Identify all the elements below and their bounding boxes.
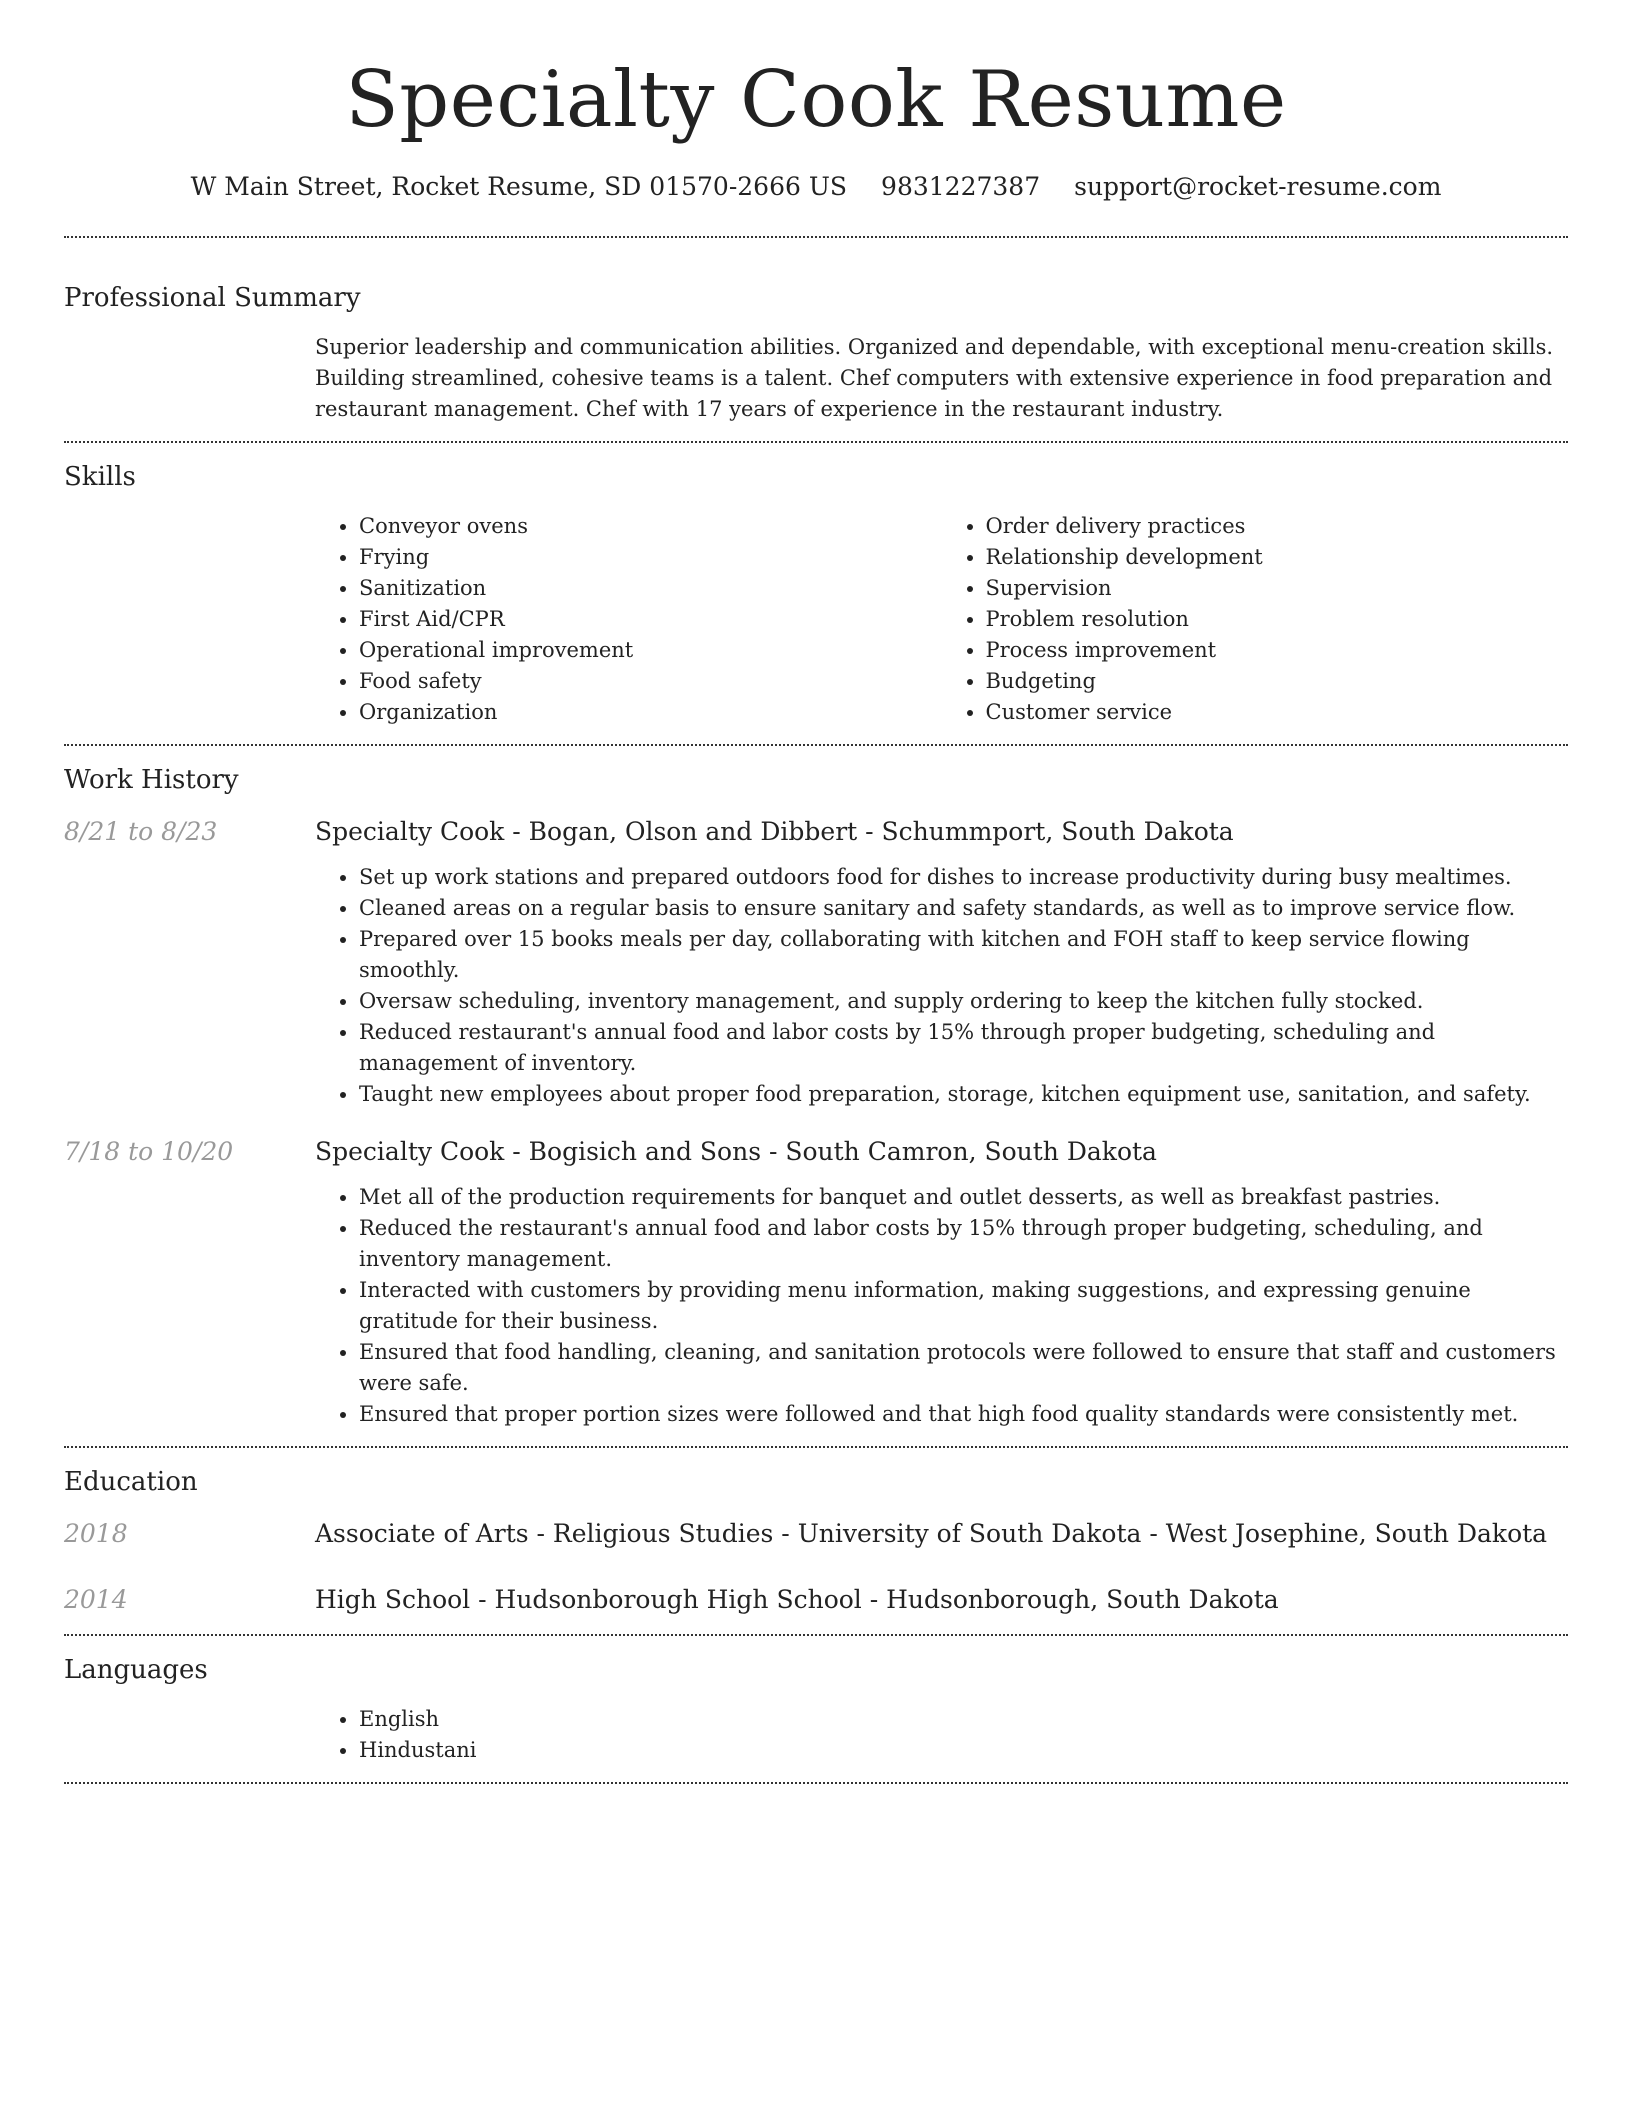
skill-item: • Customer service [986, 697, 1569, 728]
skill-item: • First Aid/CPR [359, 604, 942, 635]
skill-item: • Organization [359, 697, 942, 728]
education-year: 2018 [64, 1519, 128, 1548]
section-title-summary: Professional Summary [64, 283, 361, 313]
skill-item: • Food safety [359, 666, 942, 697]
education-year: 2014 [64, 1585, 128, 1614]
education-entry [64, 1516, 1568, 1552]
contact-email: support@rocket-resume.com [1074, 172, 1442, 201]
summary-section [64, 238, 1568, 441]
skills-section [64, 443, 1568, 744]
job-entry [64, 1134, 1568, 1430]
skill-item: • Supervision [986, 573, 1569, 604]
languages-list [315, 1704, 1568, 1766]
education-title: Associate of Arts - Religious Studies - University of South Dakota - West Josephine, South Dakota [315, 1519, 1548, 1548]
education-entry [64, 1582, 1568, 1618]
skills-list-left [315, 511, 942, 728]
skill-item: • Process improvement [986, 635, 1569, 666]
summary-text: Superior leadership and communication abilities. Organized and dependable, with exceptional menu-creation skills. Building streamlined, cohesive teams is a talent. Chef computers with extensive experience in food preparation and restaurant management. Chef with 17 years of experience in the restaurant industry. [315, 335, 1554, 421]
skills-list-right [942, 511, 1569, 728]
job-bullet: • Ensured that food handling, cleaning, and sanitation protocols were followed to ensure that staff and customers were safe. [359, 1337, 1568, 1399]
language-item: • English [359, 1704, 1568, 1735]
education-title: High School - Hudsonborough High School - Hudsonborough, South Dakota [315, 1585, 1279, 1614]
resume-header [64, 0, 1568, 204]
skill-item: • Relationship development [986, 542, 1569, 573]
skill-item: • Conveyor ovens [359, 511, 942, 542]
languages-section [64, 1636, 1568, 1782]
job-bullet: • Met all of the production requirements for banquet and outlet desserts, as well as breakfast pastries. [359, 1182, 1568, 1213]
skill-item: • Order delivery practices [986, 511, 1569, 542]
skill-item: • Problem resolution [986, 604, 1569, 635]
section-title-work: Work History [64, 765, 239, 795]
section-title-skills: Skills [64, 462, 136, 492]
divider [64, 1782, 1568, 1784]
job-bullet: • Ensured that proper portion sizes were followed and that high food quality standards were consistently met. [359, 1399, 1568, 1430]
job-title: Specialty Cook - Bogisich and Sons - South Camron, South Dakota [315, 1137, 1157, 1166]
job-bullets [315, 1182, 1568, 1430]
education-section [64, 1448, 1568, 1634]
job-dates: 7/18 to 10/20 [64, 1137, 234, 1166]
resume-title: Specialty Cook Resume [345, 55, 1287, 145]
job-bullet: • Reduced restaurant's annual food and labor costs by 15% through proper budgeting, scheduling and management of inventory. [359, 1017, 1568, 1079]
job-dates: 8/21 to 8/23 [64, 817, 218, 846]
skill-item: • Budgeting [986, 666, 1569, 697]
skill-item: • Frying [359, 542, 942, 573]
job-bullet: • Reduced the restaurant's annual food and labor costs by 15% through proper budgeting, scheduling, and inventory management. [359, 1213, 1568, 1275]
job-title: Specialty Cook - Bogan, Olson and Dibbert - Schummport, South Dakota [315, 817, 1234, 846]
job-bullet: • Prepared over 15 books meals per day, collaborating with kitchen and FOH staff to keep service flowing smoothly. [359, 924, 1568, 986]
section-title-education: Education [64, 1467, 198, 1497]
contact-phone: 9831227387 [881, 172, 1041, 201]
job-bullet: • Cleaned areas on a regular basis to ensure sanitary and safety standards, as well as to improve service flow. [359, 893, 1568, 924]
skill-item: • Operational improvement [359, 635, 942, 666]
job-bullet: • Interacted with customers by providing menu information, making suggestions, and expressing genuine gratitude for their business. [359, 1275, 1568, 1337]
job-bullets [315, 862, 1568, 1110]
work-section [64, 746, 1568, 1446]
job-bullet: • Oversaw scheduling, inventory management, and supply ordering to keep the kitchen fully stocked. [359, 986, 1568, 1017]
job-bullet: • Set up work stations and prepared outdoors food for dishes to increase productivity during busy mealtimes. [359, 862, 1568, 893]
skill-item: • Sanitization [359, 573, 942, 604]
job-bullet: • Taught new employees about proper food preparation, storage, kitchen equipment use, sanitation, and safety. [359, 1079, 1568, 1110]
contact-address: W Main Street, Rocket Resume, SD 01570-2666 US [190, 172, 848, 201]
job-entry [64, 814, 1568, 1110]
contact-line [64, 170, 1568, 204]
section-title-languages: Languages [64, 1655, 208, 1685]
language-item: • Hindustani [359, 1735, 1568, 1766]
